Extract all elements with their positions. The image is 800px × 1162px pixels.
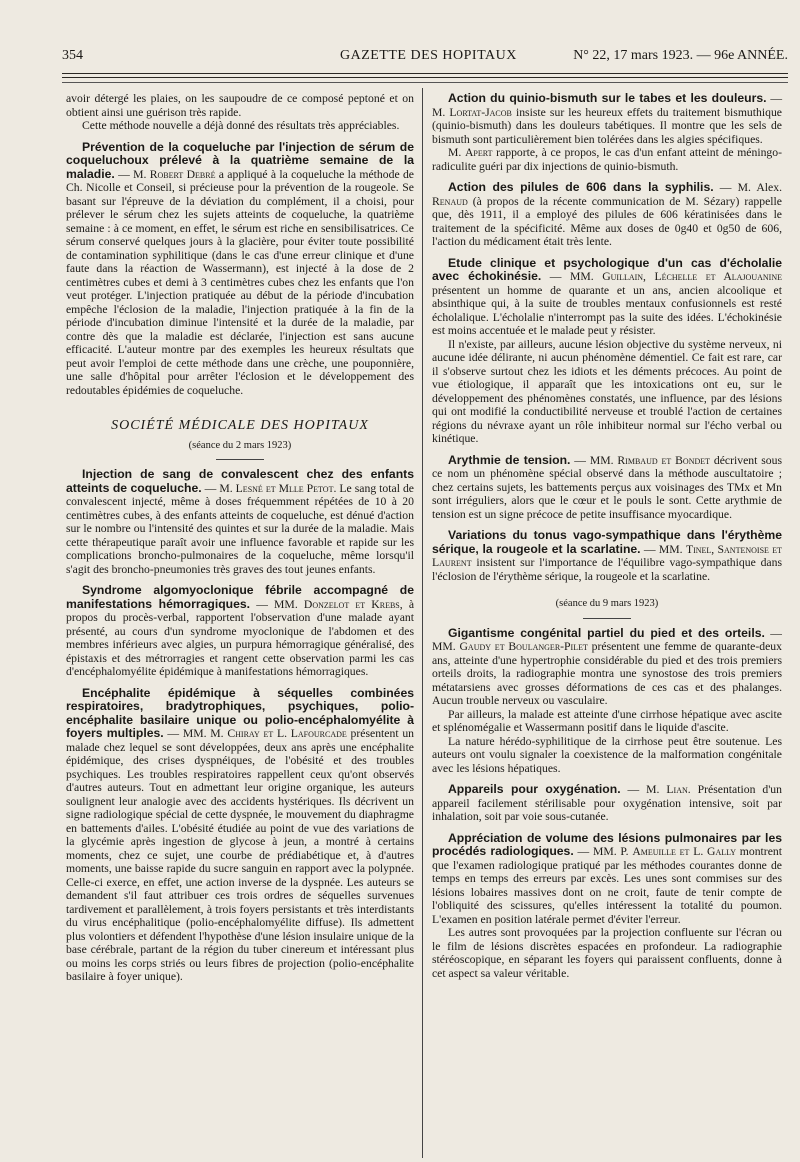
column-divider xyxy=(422,88,423,1158)
header-rule xyxy=(62,73,788,74)
page-number: 354 xyxy=(62,48,83,63)
dash: — M. xyxy=(201,481,236,495)
dash: — MM. xyxy=(640,542,686,556)
article-pilules-606 xyxy=(432,181,782,249)
article-title: Action des pilules de 606 dans la syphilis. xyxy=(448,180,714,194)
paragraph: Cette méthode nouvelle a déjà donné des résultats très appréciables. xyxy=(82,119,400,132)
right-column xyxy=(432,92,782,980)
article-body: présentent un homme de quarante et un ans, ancien alcoolique et absinthique qui, à la suite de troubles mentaux confusionnels est resté écholalique. L'écholalie n'interrompt pas la suite des idées. L'échokinésie est moins accentuée et le malade peut y résister. xyxy=(432,283,782,337)
paragraph: Il n'existe, par ailleurs, aucune lésion objective du système nerveux, ni aucune idée délirante, ni aucun phénomène démentiel. Ce fait est rare, car il s'observe surtout chez les idiots et les déments précoces. Au point de vue étiologique, il apparaît que les intoxications ont eu, sur le développement des phénomènes constatés, une influence, par des lésions qui ont modifié la conductibilité nerveuse et troublé l'action de certaines régions du névraxe ayant un rôle inhibiteur normal sur l'écho verbal ou kinétique. xyxy=(432,337,782,445)
article-title: Encéphalite épidémique à séquelles combinées respiratoires, bradytrophiques, psychiques, polio-encéphalite basilaire unique ou polio-encéphalomyélite à foyers multiples. xyxy=(66,685,414,740)
article-encephalite xyxy=(66,687,414,984)
article-coqueluche-prevention xyxy=(66,141,414,398)
dash: — M. Alex. xyxy=(713,181,783,194)
paragraph: Par ailleurs, la malade est atteinte d'une cirrhose hépatique avec ascite et splénomégalie et Wassermann positif dans le liquide d'ascite. xyxy=(432,707,782,734)
author: Robert Debré xyxy=(149,167,216,181)
author: Apert xyxy=(464,146,493,159)
article-body: rapporte, à ce propos, le cas d'un enfant atteint de méningo-radiculite guéri par dix injections de quinio-bismuth. xyxy=(432,146,782,173)
left-column xyxy=(66,92,414,984)
dash: — MM. xyxy=(541,270,603,283)
author: Lortat-Jacob xyxy=(449,105,512,119)
header-rule-thin xyxy=(62,82,788,83)
seance-date: (séance du 9 mars 1923) xyxy=(555,598,659,609)
article-body: insistent sur l'importance de l'équilibre vago-sympathique dans l'éclosion de l'érythème sérique, la rougeole et la scarlatine. xyxy=(432,556,782,583)
article-quinio-bismuth xyxy=(432,92,782,146)
dash: — MM. M. xyxy=(163,727,228,740)
journal-title: GAZETTE DES HOPITAUX xyxy=(340,48,517,63)
author: Donzelot et Krebs, xyxy=(303,597,403,611)
article-title: Injection de sang de convalescent chez des enfants atteints de coqueluche. xyxy=(66,467,414,495)
author: Tinel, Santenoise et Laurent xyxy=(432,542,783,569)
article-oxygenation xyxy=(432,783,782,824)
article-body: insiste sur les heureux effets du traitement bismuthique (quinio-bismuth) dans les douleurs tabétiques. Il montre que les sels de bismuth sont particulièrement bien tolérées dans les algies spécifiques. xyxy=(432,105,782,146)
article-tonus-vago-sympathique xyxy=(432,529,782,583)
article-injection-sang xyxy=(66,468,414,576)
paragraph xyxy=(432,146,782,173)
article-body: Le sang total de convalescent injecté, même à doses fréquemment répétées de 10 à 20 centimètres cubes, à des enfants atteints de coqueluche, est dénué d'action sur le nombre ou l'intensité des quintes et sur la durée de la maladie. Mais cette thérapeutique paraît avoir une influence favorable et rapide sur les complications broncho-pulmonaires de la coqueluche, même lorsqu'il s'agit des broncho-pneumonies très graves des tout jeunes enfants. xyxy=(66,481,414,576)
dash: — M. xyxy=(432,92,783,119)
article-body: Présentation d'un appareil facilement stérilisable pour oxygénation intensive, soit par inhalation, soit par voie sous-cutanée. xyxy=(432,783,782,823)
article-title: Appréciation de volume des lésions pulmonaires par les procédés radiologiques. xyxy=(432,830,782,858)
author: Chiray et L. Lafourcade xyxy=(227,727,347,740)
section-heading: SOCIÉTÉ MÉDICALE DES HOPITAUX xyxy=(111,418,369,433)
author: Renaud xyxy=(432,194,468,208)
article-title: Action du quinio-bismuth sur le tabes et les douleurs. xyxy=(448,91,767,105)
article-title: Gigantisme congénital partiel du pied et des orteils. xyxy=(448,625,765,640)
article-echolalie xyxy=(432,257,782,338)
article-syndrome-algomyoclonique xyxy=(66,584,414,679)
article-gigantisme xyxy=(432,627,782,708)
page-header xyxy=(62,48,788,70)
separator xyxy=(583,618,631,619)
article-body: a appliqué à la coqueluche la méthode de Ch. Nicolle et Conseil, si précieuse pour la prévention de la rougeole. Se basant sur l'épreuve de la déviation du complément, il a choisi, pour prélever le sérum chez les sujets atteints de coqueluche, la quatrième semaine : à ce moment, en effet, le sérum est riche en sensibilisatrices. Ce sérum conservé quelques jours à la glacière, pour éviter toute possibilité de contamination syphilitique (dans le cas d'une erreur clinique et d'une faute dans la réaction de Wassermann), est injecté à la dose de 2 centimètres cubes et demi à 3 centimètres cubes chez les enfants que l'on veut protéger. L'injection pratiquée au début de la période d'incubation empêche l'éclosion de la maladie, l'injection pratiquée à la fin de la période d'incubation diminue l'intensité et la durée de la maladie, par contre dès que la maladie est déclarée, l'injection est sans aucune efficacité. L'auteur montre par des exemples les heureux résultats que peut avoir l'emploi de cette méthode dans une crèche, une pouponnière, une salle d'hôpital pour arrêter l'éclosion et le développement des redoutables épidémies de coqueluche. xyxy=(66,167,414,397)
dash: — MM. P. xyxy=(573,845,633,858)
article-title: Etude clinique et psychologique d'un cas d'écholalie avec échokinésie. xyxy=(432,255,782,283)
article-arythmie xyxy=(432,454,782,522)
article-lesions-pulmonaires xyxy=(432,832,782,927)
article-title: Appareils pour oxygénation. xyxy=(448,782,621,796)
article-title: Variations du tonus vago-sympathique dans l'érythème sérique, la rougeole et la scarlatine. xyxy=(432,528,782,556)
article-body: décrivent sous ce nom un phénomène spécial observé dans la méthode auscultatoire ; chez certains sujets, les battements perçus aux voisinages des TMx et Mn sont irréguliers, alors que le cœur et le pouls le sont. Cette arythmie de tension est un signe précoce de petite insuffisance myocardique. xyxy=(432,453,783,521)
header-rule-double xyxy=(62,77,788,78)
seance-date: (séance du 2 mars 1923) xyxy=(188,439,292,451)
article-body: présentent un malade chez lequel se sont développées, deux ans après une encéphalite épidémique, des crises dyspnéiques, de l'obésité et des troubles psychiques. Les troubles respiratoires rappellent ceux qu'ont observés d'autres auteurs. Tout en admettant leur origine organique, les auteurs soulignent leur analogie avec des accidents hystériques. Ils décrivent un signe radiologique spécial de cette dyspnée, le mouvement du diaphragme en battements d'ailes. L'obésité étudiée au point de vue des variations de la glycémie après ingestion de glycose à jeun, a montré à certains moments, chez ce sujet, une courbe de prédiabétique et, à d'autres moments, une baisse rapide du sucre sanguin en rapport avec la polypnée. Celle-ci exerce, en effet, une action inverse de la dyspnée. Les auteurs se demandent s'il faut attribuer ces trois ordres de séquelles survenues tardivement et parallèlement, à trois foyers persistants et très interdistants du virus encéphalitique (polio-encéphalomyélite diffuse). Ils admettent plus volontiers et défendent l'hypothèse d'une lésion insulaire unique de la base cérébrale, partant de la région du tuber cinereum et intéressant plus ou moins les corps striés ou leurs fibres de projection (polio-encéphalite basilaire à foyer unique). xyxy=(66,727,415,983)
author: Lian. xyxy=(666,783,691,796)
article-title: Syndrome algomyoclonique fébrile accompagné de manifestations hémorragiques. xyxy=(66,583,414,611)
article-title: Arythmie de tension. xyxy=(448,452,571,467)
dash: — M. xyxy=(620,783,667,796)
author: Lesné et Mlle Petot. xyxy=(235,481,337,495)
article-body: montrent que l'examen radiologique pratiqué par les méthodes courantes donne de temps en temps des erreurs par excès. Les unes sont commises sur des lésions lobaires massives dont on ne croit, faute de tenir compte de l'obliquité des scissures, qu'elles intéressent la totalité du poumon. L'examen en position latérale permet d'éviter l'erreur. xyxy=(432,845,782,926)
article-title: Prévention de la coqueluche par l'injection de sérum de coqueluchoux prélevé à la quatrième semaine de la maladie. xyxy=(66,139,414,181)
author: Guillain, Léchelle et Alajouanine xyxy=(602,270,782,283)
article-body: à propos du procès-verbal, rapportent l'observation d'une malade ayant présenté, au cours d'un syndrome myoclonique de l'abdomen et des membres inférieurs avec algies, un purpura hémorragique généralisé, des épistaxis et des métrorragies et rangent cette observation parmi les cas d'encéphalomyélite épidémique à manifestations hémorragiques. xyxy=(66,597,415,678)
article-body: présentent une femme de quarante-deux ans, atteinte d'une hypertrophie considérable du pied et des trois premiers orteils droits, la radiographie montra une synostose des trois premiers métatarsiens avec grosses déformations de ces cas et des phalanges. Aucun trouble nerveux ou vasculaire. xyxy=(432,640,782,707)
dash: — M. xyxy=(114,167,150,181)
paragraph: avoir détergé les plaies, on les saupoudre de ce composé peptoné et on obtient ainsi une guérison très rapide. xyxy=(66,92,414,119)
article-body: (à propos de la récente communication de M. Sézary) rappelle que, dès 1911, il a employé des pilules de 606 kératinisées dans le traitement de la spécificité. Même aux doses de 0g40 et 0g50 de 606, l'action du médicament était très lente. xyxy=(432,194,782,248)
author: Gaudy et Boulanger-Pilet xyxy=(459,640,588,653)
dash: — MM. xyxy=(570,453,618,467)
author: Ameuille et L. Gally xyxy=(632,845,736,858)
paragraph: Les autres sont provoquées par la projection confluente sur l'écran ou le film de lésions discrètes espacées en profondeur. La radiographie stéréoscopique, en séparant les foyers qui paraissent confluents, donne à cet aspect sa valeur véritable. xyxy=(432,926,782,980)
prefix: M. xyxy=(448,146,465,159)
separator xyxy=(216,459,264,460)
dash: — MM. xyxy=(250,597,304,611)
paragraph: La nature hérédo-syphilitique de la cirrhose peut être soutenue. Les auteurs ont voulu signaler la coexistence de la malformation congénitale avec les lésions hépatiques. xyxy=(432,734,782,775)
author: Rimbaud et Bondet xyxy=(617,453,711,467)
issue-info: N° 22, 17 mars 1923. — 96e ANNÉE. xyxy=(573,48,788,63)
dash: — MM. xyxy=(432,626,782,653)
